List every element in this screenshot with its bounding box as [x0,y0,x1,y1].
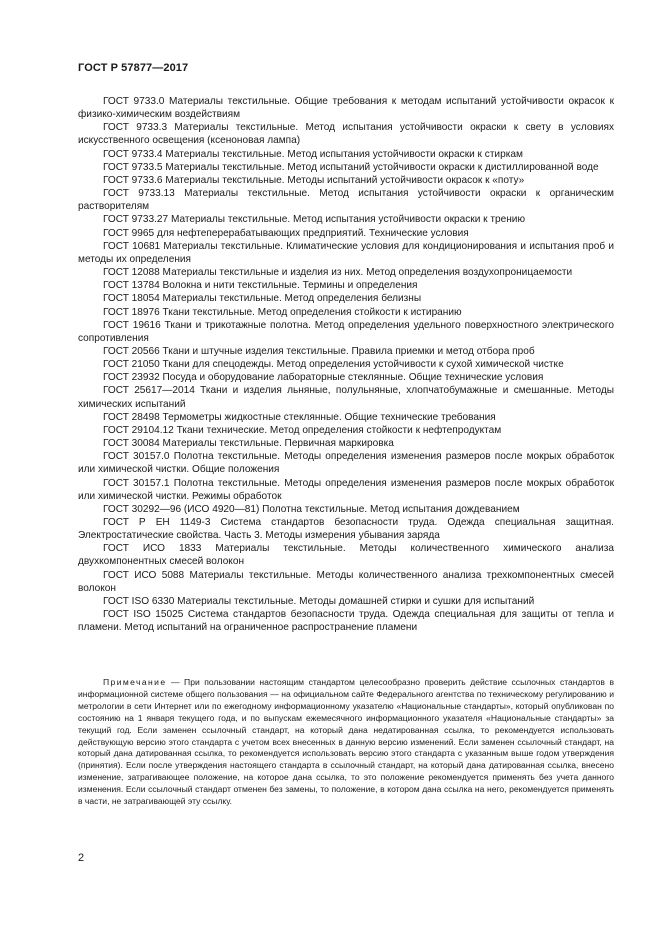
document-header: ГОСТ Р 57877—2017 [78,62,189,74]
reference-item: ГОСТ ISO 15025 Система стандартов безопасности труда. Одежда специальная для защиты от тепла и пламени. Метод испытаний на ограниченное распространение пламени [78,609,614,634]
normative-references-list [78,95,614,634]
reference-item: ГОСТ Р ЕН 1149-3 Система стандартов безопасности труда. Одежда специальная защитная. Электростатические свойства. Часть 3. Методы измерения убывания заряда [78,517,614,542]
reference-item: ГОСТ 30157.0 Полотна текстильные. Методы определения изменения размеров после мокрых обработок или химической чистки. Общие положения [78,451,614,476]
reference-item: ГОСТ 9733.0 Материалы текстильные. Общие требования к методам испытаний устойчивости окрасок к физико-химическим воздействиям [78,96,614,121]
reference-item: ГОСТ 9733.5 Материалы текстильные. Метод испытаний устойчивости окраски к дистиллированной воде [103,161,599,173]
reference-item: ГОСТ 30292—96 (ИСО 4920—81) Полотна текстильные. Метод испытания дождеванием [103,503,520,515]
reference-item: ГОСТ 12088 Материалы текстильные и изделия из них. Метод определения воздухопроницаемости [103,267,573,279]
note-label: Примечание [103,677,167,687]
reference-item: ГОСТ 28498 Термометры жидкостные стеклянные. Общие технические требования [103,411,496,423]
reference-item: ГОСТ ИСО 1833 Материалы текстильные. Методы количественного химического анализа двухкомпонентных смесей волокон [78,543,614,568]
reference-item: ГОСТ ИСО 5088 Материалы текстильные. Методы количественного анализа трехкомпонентных смесей волокон [78,569,614,594]
reference-item: ГОСТ 9733.3 Материалы текстильные. Метод испытания устойчивости окраски к свету в условиях искусственного освещения (ксеноновая лампа) [78,122,614,147]
reference-item: ГОСТ 30084 Материалы текстильные. Первичная маркировка [103,438,394,450]
reference-item: ГОСТ 9733.4 Материалы текстильные. Метод испытания устойчивости окраски к стиркам [103,148,523,160]
page-number: 2 [78,852,85,864]
reference-item: ГОСТ 19616 Ткани и трикотажные полотна. Метод определения удельного поверхностного электрического сопротивления [78,319,614,344]
reference-item: ГОСТ 9733.6 Материалы текстильные. Методы испытаний устойчивости окрасок к «поту» [103,174,525,186]
reference-item: ГОСТ 9965 для нефтеперерабатывающих предприятий. Технические условия [103,227,469,239]
reference-item: ГОСТ 25617—2014 Ткани и изделия льняные, полульняные, хлопчатобумажные и смешанные. Методы химических испытаний [78,385,614,410]
reference-item: ГОСТ 30157.1 Полотна текстильные. Методы определения изменения размеров после мокрых обработок или химической чистки. Режимы обработок [78,477,614,502]
reference-item: ГОСТ 9733.27 Материалы текстильные. Метод испытания устойчивости окраски к трению [103,214,526,226]
reference-item: ГОСТ 13784 Волокна и нити текстильные. Термины и определения [103,280,418,292]
note-paragraph [78,677,614,808]
reference-item: ГОСТ 9733.13 Материалы текстильные. Метод испытания устойчивости окраски к органическим растворителям [78,188,614,213]
reference-item: ГОСТ ISO 6330 Материалы текстильные. Методы домашней стирки и сушки для испытаний [103,595,535,607]
reference-item: ГОСТ 18976 Ткани текстильные. Метод определения стойкости к истиранию [103,306,462,318]
reference-item: ГОСТ 10681 Материалы текстильные. Климатические условия для кондиционирования и испытания проб и методы их определения [78,240,614,265]
reference-item: ГОСТ 18054 Материалы текстильные. Метод определения белизны [103,293,422,305]
reference-item: ГОСТ 23932 Посуда и оборудование лабораторные стеклянные. Общие технические условия [103,372,544,384]
reference-item: ГОСТ 21050 Ткани для спецодежды. Метод определения устойчивости к сухой химической чистке [103,359,564,371]
reference-item: ГОСТ 29104.12 Ткани технические. Метод определения стойкости к нефтепродуктам [103,424,502,436]
note-text: — При пользовании настоящим стандартом целесообразно проверить действие ссылочных стандартов в информационной системе общего пользования — на официальном сайте Федерального агентства по техническому регулированию и метрологии в сети Интернет или по ежегодному информационному указателю «Национальные стандарты», который опубликован по состоянию на 1 января текущего года, и по выпускам ежемесячного информационного указателя «Национальные стандарты» за текущий год. Если заменен ссылочный стандарт, на который дана недатированная ссылка, то рекомендуется использовать действующую версию этого стандарта с учетом всех внесенных в данную версию изменений. Если заменен ссылочный стандарт, на который дана датированная ссылка, то рекомендуется использовать версию этого стандарта с указанным выше годом утверждения (принятия). Если после утверждения настоящего стандарта в ссылочный стандарт, на который дана датированная ссылка, внесено изменение, затрагивающее положение, на которое дана ссылка, то это положение рекомендуется применять без учета данного изменения. Если ссылочный стандарт отменен без замены, то положение, в котором дана ссылка на него, рекомендуется применять в части, не затрагивающей эту ссылку. [78,677,614,807]
reference-item: ГОСТ 20566 Ткани и штучные изделия текстильные. Правила приемки и метод отбора проб [103,345,535,357]
